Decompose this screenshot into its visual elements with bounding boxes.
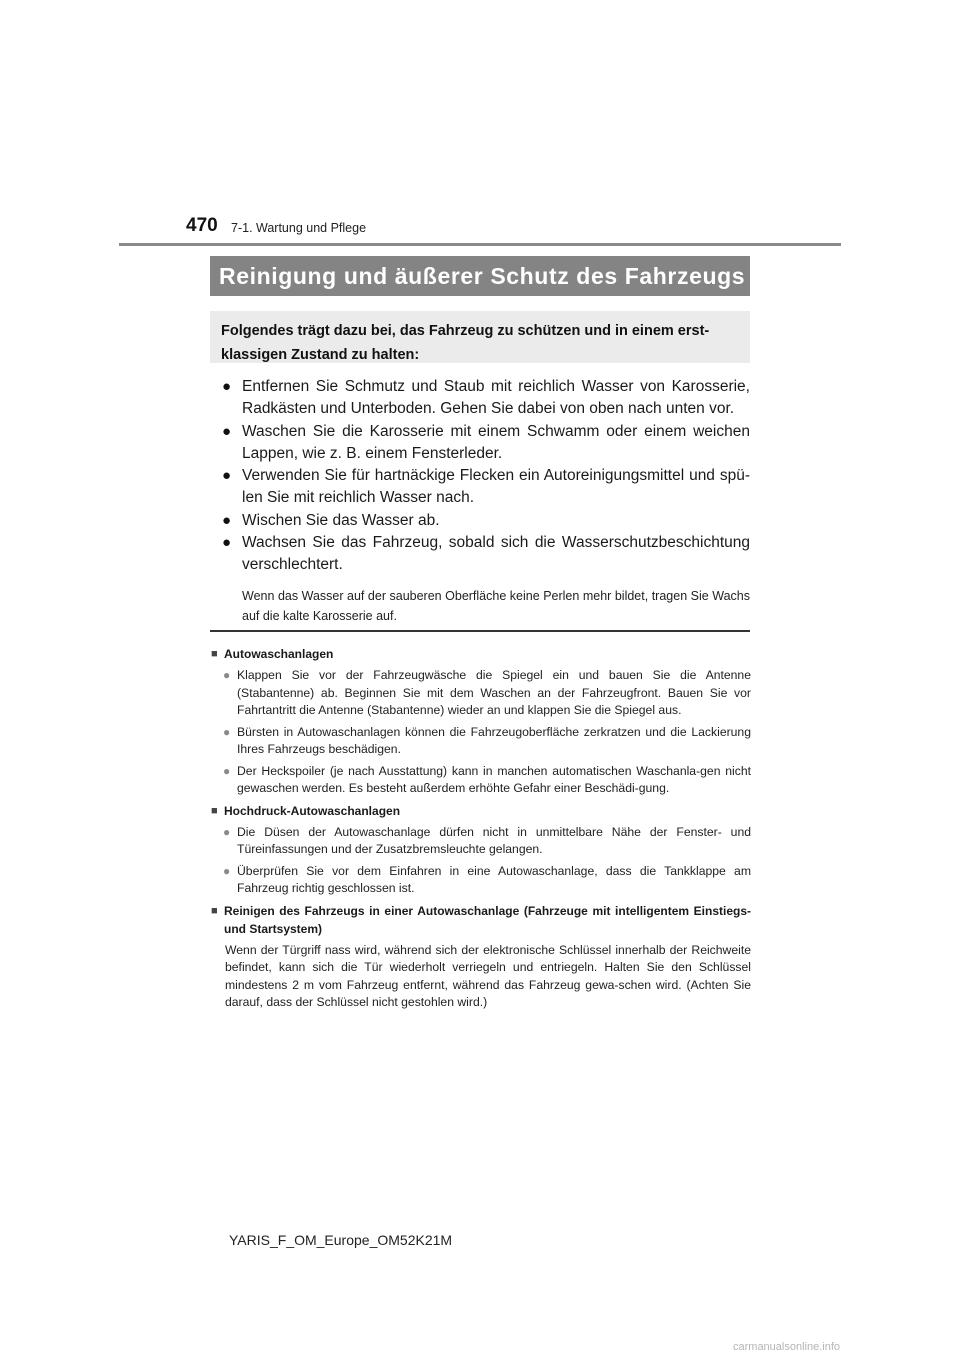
note-heading-text: Hochdruck-Autowaschanlagen xyxy=(224,803,401,818)
list-item xyxy=(222,376,750,420)
note-heading xyxy=(211,802,751,820)
bullet-text: Verwenden Sie für hartnäckige Flecken ein Autoreinigungsmittel und spü-len Sie mit reichlich Wasser nach. xyxy=(242,467,750,506)
sub-bullet-text: Die Düsen der Autowaschanlage dürfen nicht in unmittelbare Nähe der Fenster- und Türeinfassungen und der Zusatzbremsleuchte gelangen. xyxy=(237,824,751,856)
bullet-icon: ● xyxy=(222,534,232,551)
note-heading xyxy=(211,902,751,938)
sub-bullet-text: Klappen Sie vor der Fahrzeugwäsche die Spiegel ein und bauen Sie die Antenne (Stabantenne) ab. Beginnen Sie mit dem Waschen an der Fahrzeugfront. Bauen Sie vor Fahrtantritt die Antenne (Stabantenne) wieder an und klappen Sie die Spiegel aus. xyxy=(237,668,751,717)
bullet-icon: ● xyxy=(222,378,232,395)
bullet-icon: ● xyxy=(222,511,232,529)
bullet-icon: ● xyxy=(222,422,232,440)
list-item xyxy=(223,667,751,720)
bullet-note: Wenn das Wasser auf der sauberen Oberfläche keine Perlen mehr bildet, tragen Sie Wachs auf die kalte Karosserie auf. xyxy=(242,589,750,623)
intro-box xyxy=(210,311,750,363)
section-marker-icon: ■ xyxy=(211,804,218,817)
section-divider xyxy=(210,630,750,632)
list-item xyxy=(223,824,751,859)
sub-bullet-text: Überprüfen Sie vor dem Einfahren in eine Autowaschanlage, dass die Tankklappe am Fahrzeug richtig geschlossen ist. xyxy=(237,863,751,895)
list-item xyxy=(223,863,751,898)
sub-bullet-icon: ● xyxy=(223,724,231,739)
note-paragraph: Wenn der Türgriff nass wird, während sich der elektronische Schlüssel innerhalb der Reichweite befindet, kann sich die Tür wiederholt verriegeln und entriegeln. Halten Sie den Schlüssel mindestens 2 m vom Fahrzeug entfernt, während das Fahrzeug gewa-schen wird. (Achten Sie darauf, dass der Schlüssel nicht gestohlen wird.) xyxy=(225,942,751,1009)
list-item xyxy=(223,724,751,759)
list-item xyxy=(222,421,750,465)
watermark: carmanualsonline.info xyxy=(733,1341,841,1353)
note-heading-text: Reinigen des Fahrzeugs in einer Autowaschanlage (Fahrzeuge mit intelligentem Einstiegs- und Startsystem) xyxy=(224,903,751,936)
section-marker-icon: ■ xyxy=(211,648,218,660)
section-label: 7-1. Wartung und Pflege xyxy=(231,221,367,235)
main-bullet-list xyxy=(222,376,750,626)
footer-document-id: YARIS_F_OM_Europe_OM52K21M xyxy=(229,1232,453,1248)
sub-bullet-icon: ● xyxy=(223,668,231,682)
bullet-text: Entfernen Sie Schmutz und Staub mit reichlich Wasser von Karosserie, Radkästen und Unterboden. Gehen Sie dabei von oben nach unten vor. xyxy=(242,378,750,417)
intro-text: Folgendes trägt dazu bei, das Fahrzeug zu schützen und in einem erst-klassigen Zustand zu halten: xyxy=(221,323,710,363)
section-marker-icon: ■ xyxy=(211,904,218,917)
sub-bullet-text: Bürsten in Autowaschanlagen können die Fahrzeugoberfläche zerkratzen und die Lackierung Ihres Fahrzeugs beschädigen. xyxy=(237,724,751,756)
list-item xyxy=(222,465,750,509)
note-heading-text: Autowaschanlagen xyxy=(224,647,334,661)
notes-section xyxy=(211,641,751,1012)
sub-bullet-text: Der Heckspoiler (je nach Ausstattung) kann in manchen automatischen Waschanla-gen nicht gewaschen werden. Es besteht außerdem erhöhte Gefahr einer Beschädi-gung. xyxy=(237,763,751,795)
bullet-text: Waschen Sie die Karosserie mit einem Schwamm oder einem weichen Lappen, wie z. B. einem Fensterleder. xyxy=(242,422,750,462)
sub-bullet-icon: ● xyxy=(223,863,231,878)
list-item xyxy=(222,532,750,576)
page-title: Reinigung und äußerer Schutz des Fahrzeugs xyxy=(210,256,750,296)
bullet-text: Wachsen Sie das Fahrzeug, sobald sich die Wasserschutzbeschichtung verschlechtert. xyxy=(242,534,750,573)
sub-bullet-icon: ● xyxy=(223,763,231,778)
header-divider xyxy=(119,243,841,246)
list-item xyxy=(223,763,751,798)
sub-bullet-icon: ● xyxy=(223,824,231,839)
bullet-icon: ● xyxy=(222,467,232,484)
note-heading xyxy=(211,645,751,663)
bullet-text: Wischen Sie das Wasser ab. xyxy=(242,511,440,529)
list-item xyxy=(222,510,750,532)
page-number: 470 xyxy=(186,215,218,236)
